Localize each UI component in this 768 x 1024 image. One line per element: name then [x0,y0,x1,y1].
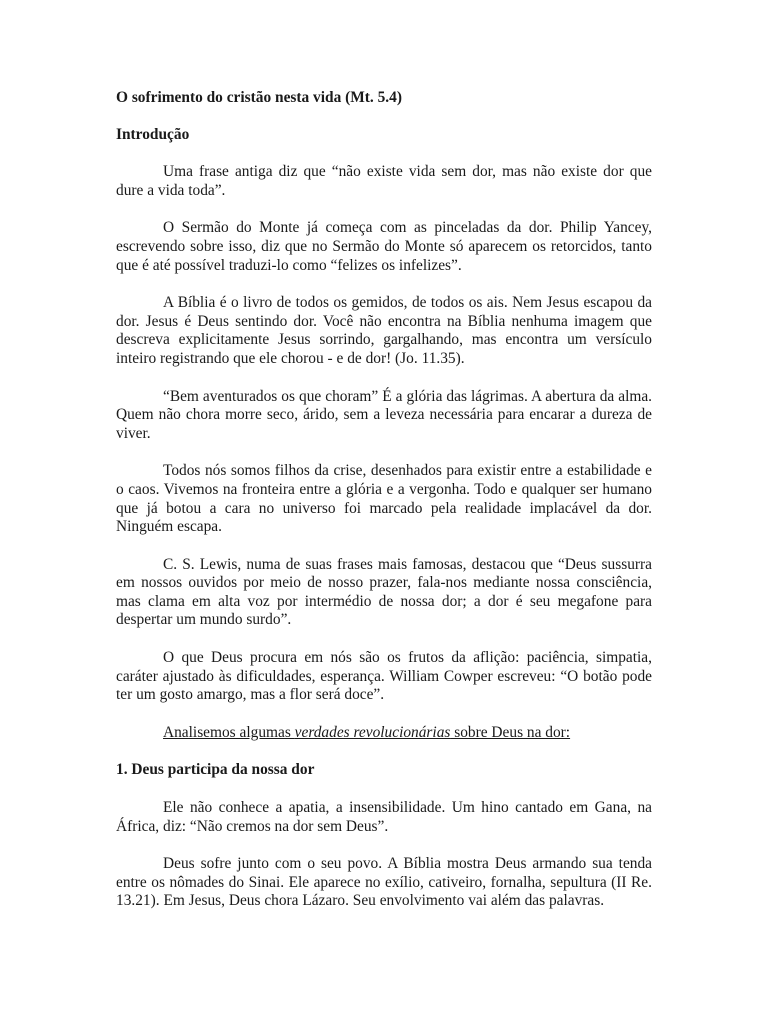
analysis-text-after: sobre Deus na dor: [450,723,571,741]
paragraph-4: “Bem aventurados os que choram” É a glória das lágrimas. A abertura da alma. Quem não chora morre seco, árido, sem a leveza necessária para encarar a dureza de viver. [116,387,652,442]
paragraph-6: C. S. Lewis, numa de suas frases mais famosas, destacou que “Deus sussurra em nossos ouvidos por meio de nosso prazer, fala-nos mediante nossa consciência, mas clama em alta voz por intermédio de nossa dor; a dor é seu megafone para despertar um mundo surdo”. [116,555,652,629]
section1-paragraph-2: Deus sofre junto com o seu povo. A Bíblia mostra Deus armando sua tenda entre os nômades do Sinai. Ele aparece no exílio, cativeiro, fornalha, sepultura (II Re. 13.21). Em Jesus, Deus chora Lázaro. Seu envolvimento vai além das palavras. [116,855,652,910]
paragraph-1: Uma frase antiga diz que “não existe vida sem dor, mas não existe dor que dure a vida toda”. [116,163,652,199]
paragraph-7: O que Deus procura em nós são os frutos da aflição: paciência, simpatia, caráter ajustado às dificuldades, esperança. William Cowper escreveu: “O botão pode ter um gosto amargo, mas a flor será doce”. [116,649,652,704]
paragraph-2: O Sermão do Monte já começa com as pinceladas da dor. Philip Yancey, escrevendo sobre isso, diz que no Sermão do Monte só aparecem os retorcidos, tanto que é até possível traduzi-lo como “felizes os infelizes”. [116,219,652,274]
analysis-text-before: Analisemos algumas [163,723,295,741]
intro-heading: Introdução [116,125,190,143]
analysis-line [116,724,652,743]
document-title: O sofrimento do cristão nesta vida (Mt. 5.4) [116,89,402,106]
section-heading-1: 1. Deus participa da nossa dor [116,761,315,779]
document-page [116,89,652,930]
paragraph-5: Todos nós somos filhos da crise, desenhados para existir entre a estabilidade e o caos. Vivemos na fronteira entre a glória e a vergonha. Todo e qualquer ser humano que já botou a cara no universo foi marcado pela realidade implacável da dor. Ninguém escapa. [116,462,652,536]
paragraph-3: A Bíblia é o livro de todos os gemidos, de todos os ais. Nem Jesus escapou da dor. Jesus é Deus sentindo dor. Você não encontra na Bíblia nenhuma imagem que descreva explicitamente Jesus sorrindo, gargalhando, mas encontra um versículo inteiro registrando que ele chorou - e de dor! (Jo. 11.35). [116,294,652,367]
analysis-emphasis: verdades revolucionárias [294,723,451,741]
section1-paragraph-1: Ele não conhece a apatia, a insensibilidade. Um hino cantado em Gana, na África, diz: “Não cremos na dor sem Deus”. [116,799,652,835]
